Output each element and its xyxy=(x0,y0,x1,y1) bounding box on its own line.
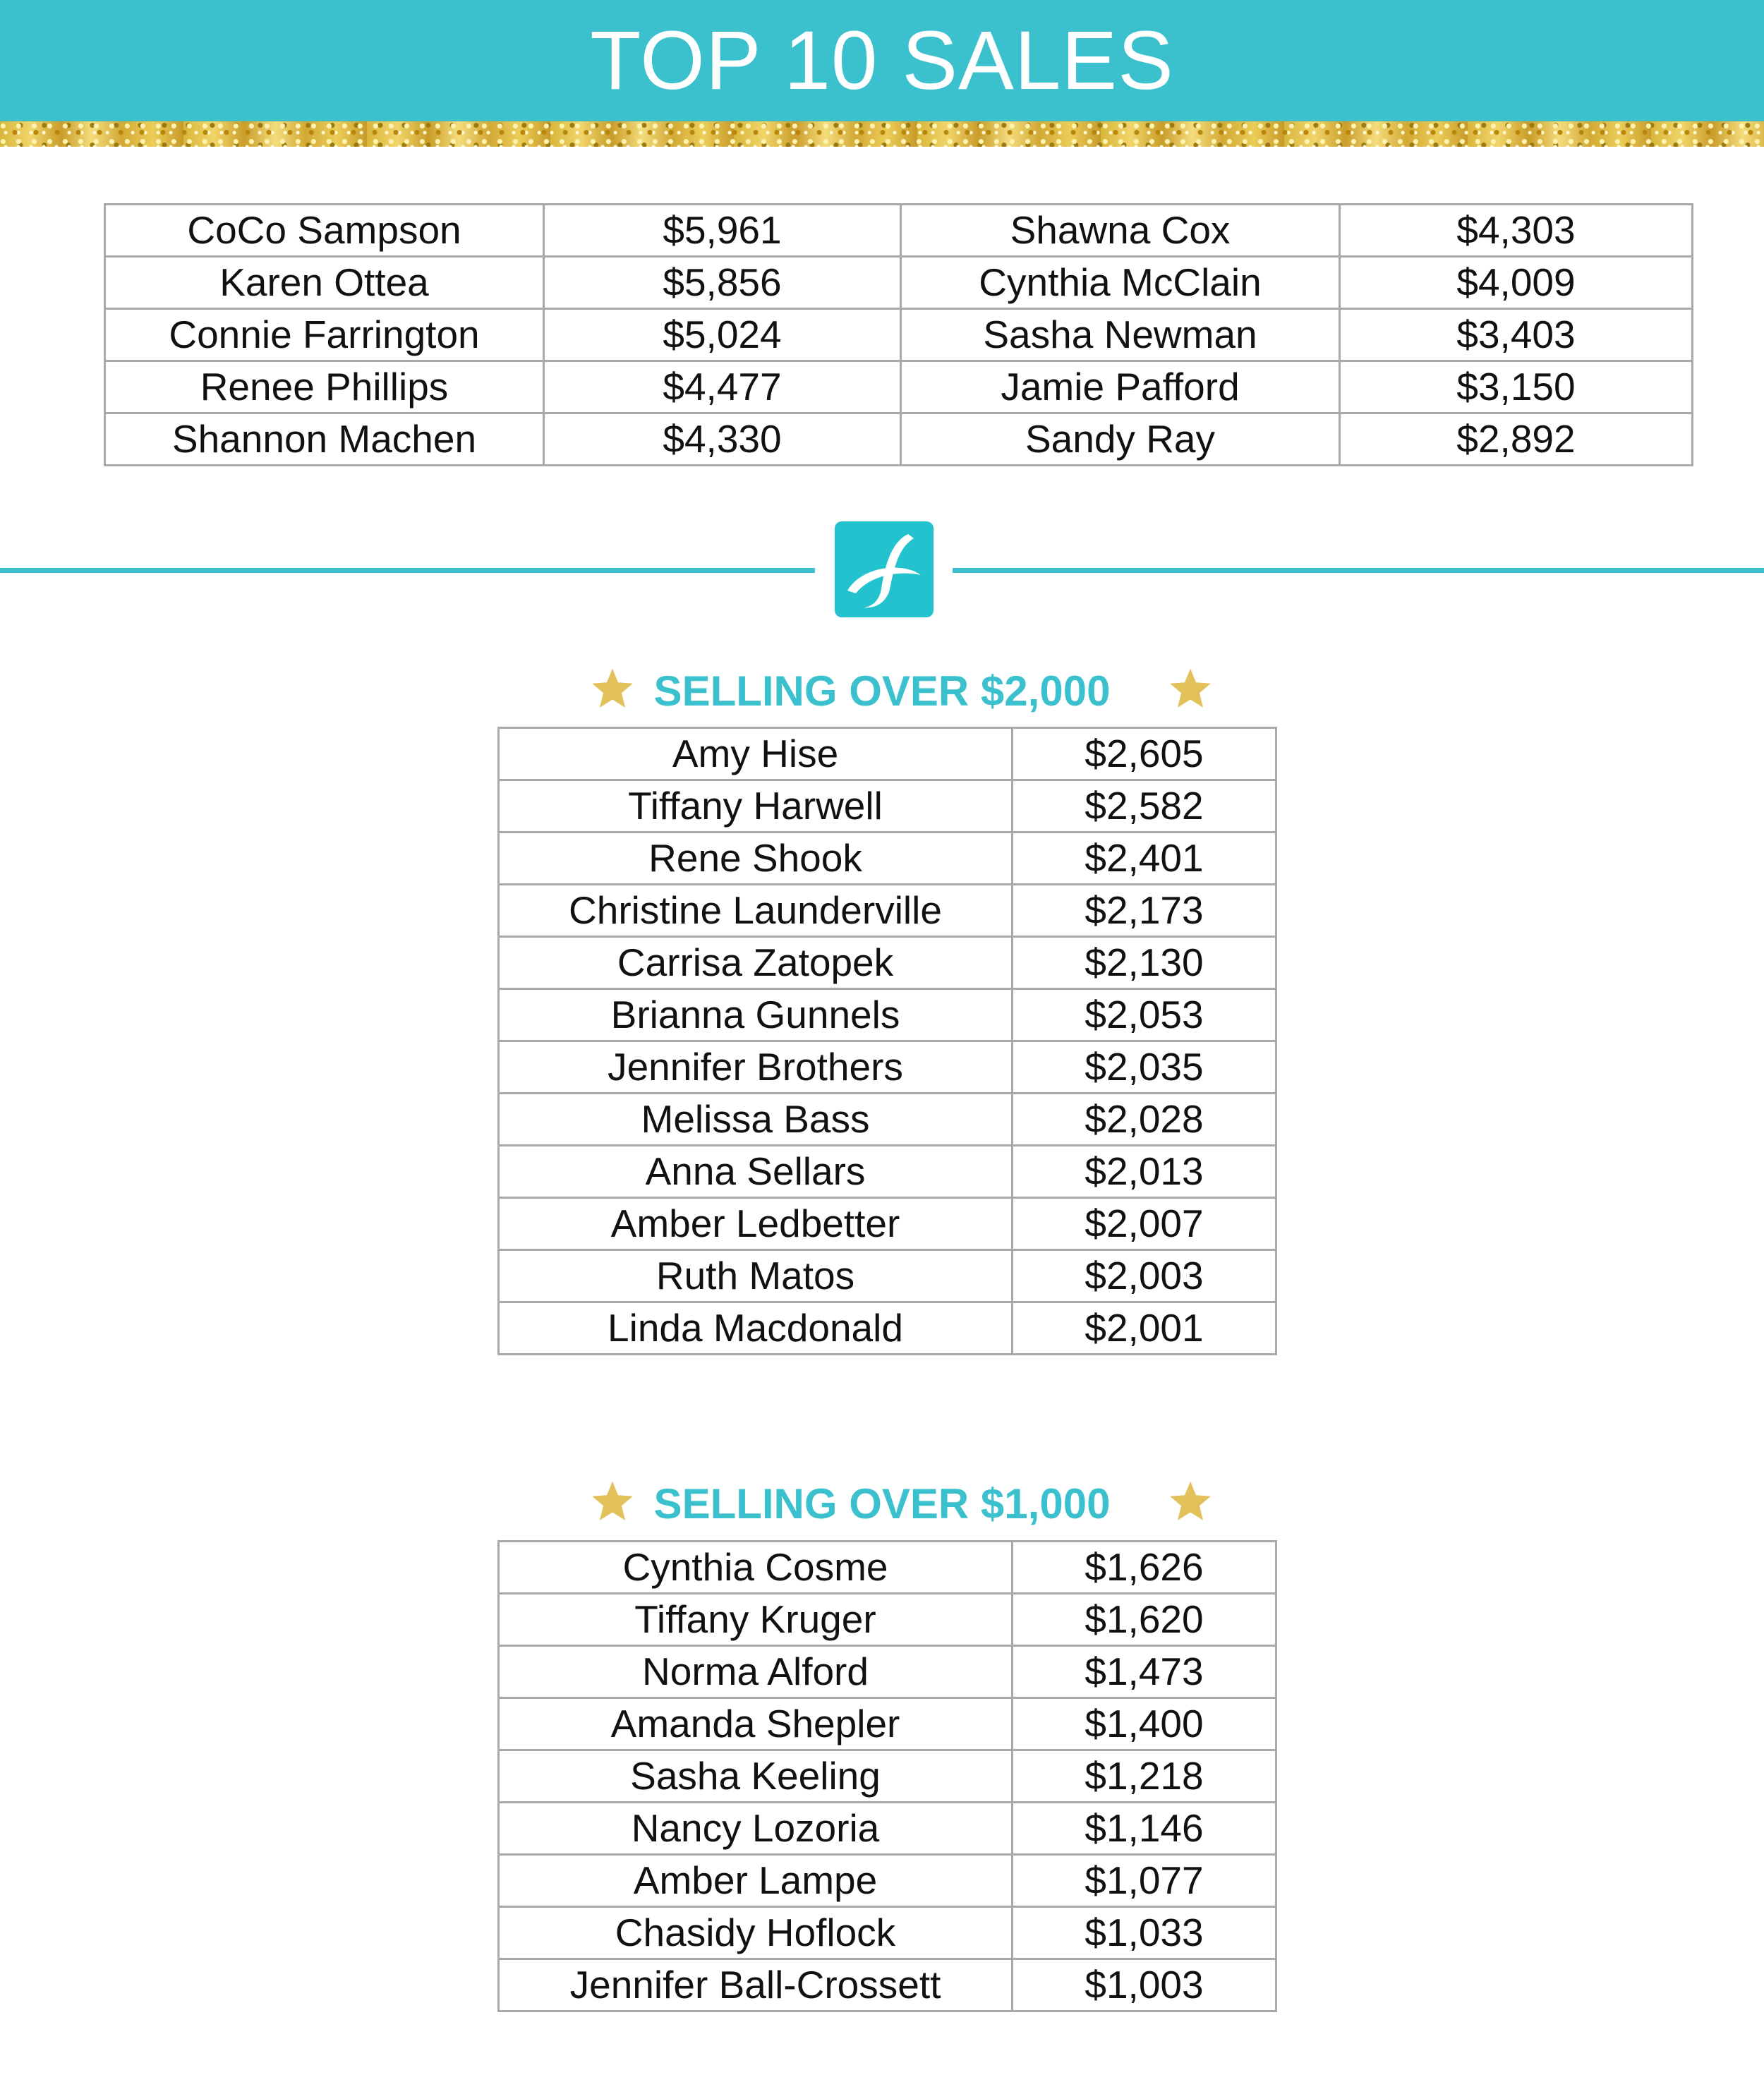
sales-amount: $1,620 xyxy=(1013,1594,1276,1646)
brand-logo-icon xyxy=(835,521,934,617)
divider-line-left xyxy=(0,568,815,573)
seller-name: Norma Alford xyxy=(499,1646,1013,1698)
sales-amount: $1,146 xyxy=(1013,1803,1276,1855)
sales-amount: $2,035 xyxy=(1013,1041,1276,1094)
table-row xyxy=(499,1855,1276,1907)
seller-name: Anna Sellars xyxy=(499,1146,1013,1198)
table-row xyxy=(105,257,1693,309)
section-title-over-2000: SELLING OVER $2,000 xyxy=(653,667,1111,715)
sales-amount: $2,001 xyxy=(1013,1302,1276,1355)
seller-name: Sasha Keeling xyxy=(499,1750,1013,1803)
sales-amount: $5,961 xyxy=(544,205,901,257)
table-row xyxy=(499,1198,1276,1250)
seller-name: Karen Ottea xyxy=(105,257,544,309)
seller-name: Sandy Ray xyxy=(901,413,1340,466)
glitter-border xyxy=(0,121,1764,147)
table-row xyxy=(499,1907,1276,1959)
sales-amount: $4,303 xyxy=(1340,205,1693,257)
table-row xyxy=(499,989,1276,1041)
seller-name: Tiffany Harwell xyxy=(499,780,1013,833)
seller-name: Ruth Matos xyxy=(499,1250,1013,1302)
sales-amount: $5,856 xyxy=(544,257,901,309)
seller-name: Cynthia McClain xyxy=(901,257,1340,309)
sales-amount: $2,401 xyxy=(1013,833,1276,885)
sales-amount: $1,626 xyxy=(1013,1542,1276,1594)
sales-amount: $2,003 xyxy=(1013,1250,1276,1302)
sales-amount: $2,892 xyxy=(1340,413,1693,466)
seller-name: Tiffany Kruger xyxy=(499,1594,1013,1646)
sales-amount: $2,582 xyxy=(1013,780,1276,833)
sales-amount: $4,009 xyxy=(1340,257,1693,309)
table-row xyxy=(499,1542,1276,1594)
table-row xyxy=(105,361,1693,413)
seller-name: Rene Shook xyxy=(499,833,1013,885)
sales-amount: $1,003 xyxy=(1013,1959,1276,2011)
star-icon xyxy=(1168,1479,1213,1523)
seller-name: Renee Phillips xyxy=(105,361,544,413)
seller-name: Brianna Gunnels xyxy=(499,989,1013,1041)
header-banner xyxy=(0,0,1764,121)
sales-amount: $2,173 xyxy=(1013,885,1276,937)
sales-amount: $3,403 xyxy=(1340,309,1693,361)
sales-amount: $2,007 xyxy=(1013,1198,1276,1250)
table-row xyxy=(499,1146,1276,1198)
sales-amount: $1,400 xyxy=(1013,1698,1276,1750)
star-icon xyxy=(1168,667,1213,710)
sales-amount: $1,077 xyxy=(1013,1855,1276,1907)
seller-name: Jamie Pafford xyxy=(901,361,1340,413)
seller-name: Amy Hise xyxy=(499,728,1013,780)
seller-name: Melissa Bass xyxy=(499,1094,1013,1146)
sales-amount: $4,477 xyxy=(544,361,901,413)
page-title: TOP 10 SALES xyxy=(590,14,1174,107)
seller-name: Chasidy Hoflock xyxy=(499,1907,1013,1959)
table-row xyxy=(105,205,1693,257)
seller-name: Amber Ledbetter xyxy=(499,1198,1013,1250)
seller-name: Shannon Machen xyxy=(105,413,544,466)
table-row xyxy=(499,1750,1276,1803)
divider-line-right xyxy=(953,568,1764,573)
sales-amount: $1,033 xyxy=(1013,1907,1276,1959)
sales-amount: $4,330 xyxy=(544,413,901,466)
seller-name: Carrisa Zatopek xyxy=(499,937,1013,989)
seller-name: Shawna Cox xyxy=(901,205,1340,257)
table-row xyxy=(499,1041,1276,1094)
sales-amount: $3,150 xyxy=(1340,361,1693,413)
seller-name: Sasha Newman xyxy=(901,309,1340,361)
over-2000-table xyxy=(497,727,1277,1355)
table-row xyxy=(105,309,1693,361)
sales-amount: $2,605 xyxy=(1013,728,1276,780)
table-row xyxy=(105,413,1693,466)
table-row xyxy=(499,780,1276,833)
table-row xyxy=(499,885,1276,937)
seller-name: Amber Lampe xyxy=(499,1855,1013,1907)
seller-name: Cynthia Cosme xyxy=(499,1542,1013,1594)
seller-name: Christine Launderville xyxy=(499,885,1013,937)
table-row xyxy=(499,1803,1276,1855)
sales-amount: $2,013 xyxy=(1013,1146,1276,1198)
seller-name: Jennifer Ball-Crossett xyxy=(499,1959,1013,2011)
table-row xyxy=(499,1698,1276,1750)
sales-amount: $2,053 xyxy=(1013,989,1276,1041)
table-row xyxy=(499,833,1276,885)
table-row xyxy=(499,1594,1276,1646)
table-row xyxy=(499,1250,1276,1302)
sales-amount: $5,024 xyxy=(544,309,901,361)
table-row xyxy=(499,728,1276,780)
section-title-over-1000: SELLING OVER $1,000 xyxy=(653,1480,1111,1527)
sales-amount: $2,028 xyxy=(1013,1094,1276,1146)
sales-amount: $1,473 xyxy=(1013,1646,1276,1698)
over-1000-table xyxy=(497,1540,1277,2012)
table-row xyxy=(499,1959,1276,2011)
seller-name: Connie Farrington xyxy=(105,309,544,361)
seller-name: Amanda Shepler xyxy=(499,1698,1013,1750)
seller-name: Jennifer Brothers xyxy=(499,1041,1013,1094)
seller-name: CoCo Sampson xyxy=(105,205,544,257)
table-row xyxy=(499,937,1276,989)
seller-name: Linda Macdonald xyxy=(499,1302,1013,1355)
table-row xyxy=(499,1646,1276,1698)
sales-amount: $2,130 xyxy=(1013,937,1276,989)
table-row xyxy=(499,1302,1276,1355)
top-sales-table xyxy=(104,203,1693,466)
table-row xyxy=(499,1094,1276,1146)
sales-amount: $1,218 xyxy=(1013,1750,1276,1803)
seller-name: Nancy Lozoria xyxy=(499,1803,1013,1855)
